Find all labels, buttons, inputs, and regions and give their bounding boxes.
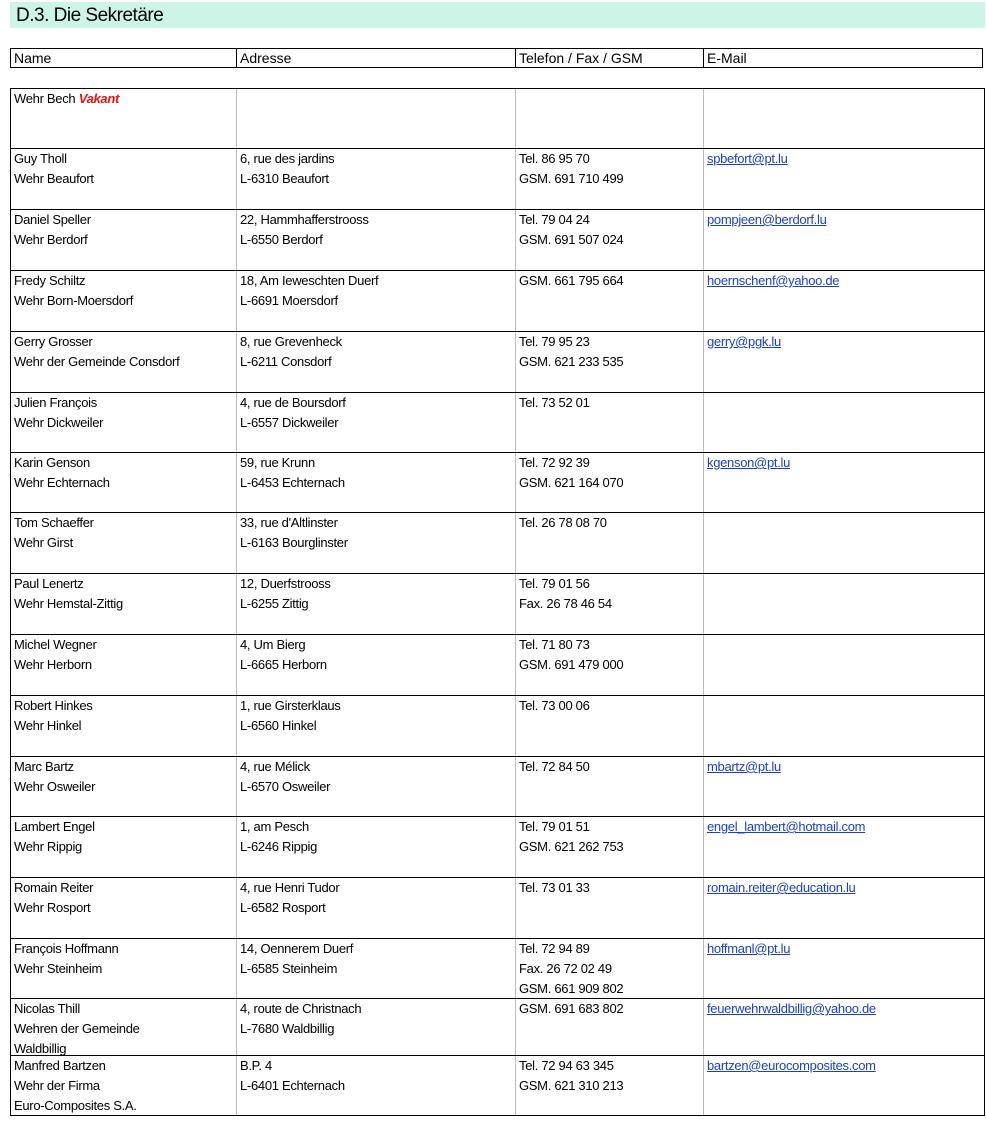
- cell-name: [11, 574, 237, 634]
- table-row-vacant: [11, 89, 984, 149]
- cell-phone-line: Tel. 73 00 06: [519, 698, 590, 713]
- cell-phone-line: GSM. 691 683 802: [519, 1001, 624, 1016]
- table-row: [11, 210, 984, 271]
- cell-email: [704, 89, 984, 148]
- cell-phone-line: GSM. 661 795 664: [519, 273, 624, 288]
- cell-phone: [516, 271, 704, 331]
- cell-name: [11, 453, 237, 512]
- cell-phone: [516, 757, 704, 816]
- cell-address: [237, 999, 516, 1055]
- cell-name: [11, 939, 237, 998]
- cell-name: [11, 149, 237, 209]
- cell-address-line: L-6246 Rippig: [240, 839, 318, 854]
- email-link[interactable]: hoernschenf@yahoo.de: [707, 273, 840, 288]
- cell-address-line: L-6570 Osweiler: [240, 779, 331, 794]
- table-row: [11, 635, 984, 696]
- cell-email: [704, 393, 984, 452]
- cell-address-line: 1, rue Girsterklaus: [240, 698, 341, 713]
- cell-name: [11, 89, 237, 148]
- cell-phone: [516, 939, 704, 998]
- cell-email: [704, 149, 984, 209]
- cell-email: [704, 635, 984, 695]
- cell-name-line: Wehr Rippig: [14, 839, 82, 854]
- table-row: [11, 939, 984, 999]
- cell-address-line: L-6255 Zittig: [240, 596, 309, 611]
- table-row: [11, 999, 984, 1056]
- cell-name-line: Robert Hinkes: [14, 698, 93, 713]
- cell-phone: [516, 574, 704, 634]
- cell-phone-line: Tel. 86 95 70: [519, 151, 590, 166]
- cell-name: [11, 635, 237, 695]
- cell-phone-line: Tel. 79 01 51: [519, 819, 590, 834]
- table-row: [11, 453, 984, 513]
- section-title-bar: [10, 2, 985, 28]
- cell-address-line: L-6585 Steinheim: [240, 961, 338, 976]
- cell-name: [11, 271, 237, 331]
- cell-name-line: Gerry Grosser: [14, 334, 93, 349]
- cell-email: [704, 210, 984, 270]
- cell-name-line: François Hoffmann: [14, 941, 119, 956]
- email-link[interactable]: pompjeen@berdorf.lu: [707, 212, 827, 227]
- cell-email: [704, 453, 984, 512]
- cell-name: [11, 999, 237, 1055]
- table-row: [11, 513, 984, 574]
- email-link[interactable]: feuerwehrwaldbillig@yahoo.de: [707, 1001, 876, 1016]
- cell-name-line: Paul Lenertz: [14, 576, 84, 591]
- cell-name-line: Wehren der Gemeinde: [14, 1021, 140, 1036]
- cell-name-line: Wehr Hemstal-Zittig: [14, 596, 123, 611]
- cell-name-line: Wehr Steinheim: [14, 961, 103, 976]
- table-row: [11, 149, 984, 210]
- cell-phone-line: GSM. 621 164 070: [519, 475, 624, 490]
- vacant-unit-name: Wehr Bech: [14, 91, 76, 106]
- cell-phone-line: Fax. 26 72 02 49: [519, 961, 612, 976]
- email-link[interactable]: romain.reiter@education.lu: [707, 880, 856, 895]
- table-row: [11, 332, 984, 393]
- cell-name-line: Waldbillig: [14, 1041, 67, 1056]
- cell-phone: [516, 89, 704, 148]
- cell-address-line: L-6557 Dickweiler: [240, 415, 339, 430]
- cell-address: [237, 393, 516, 452]
- cell-phone-line: GSM. 621 310 213: [519, 1078, 624, 1093]
- cell-phone-line: Tel. 72 84 50: [519, 759, 590, 774]
- table-row: [11, 878, 984, 939]
- cell-name-line: Wehr Girst: [14, 535, 73, 550]
- cell-phone: [516, 878, 704, 938]
- cell-name-line: Michel Wegner: [14, 637, 97, 652]
- cell-name-line: Karin Genson: [14, 455, 90, 470]
- cell-phone: [516, 696, 704, 756]
- table-row: [11, 817, 984, 878]
- cell-phone: [516, 1056, 704, 1115]
- cell-name-line: Manfred Bartzen: [14, 1058, 106, 1073]
- cell-name-line: Romain Reiter: [14, 880, 94, 895]
- cell-phone: [516, 513, 704, 573]
- email-link[interactable]: gerry@pgk.lu: [707, 334, 781, 349]
- cell-phone: [516, 817, 704, 877]
- cell-name-line: Julien François: [14, 395, 97, 410]
- cell-phone: [516, 332, 704, 392]
- cell-address-line: 33, rue d'Altlinster: [240, 515, 338, 530]
- cell-name-line: Wehr Born-Moersdorf: [14, 293, 134, 308]
- cell-phone-line: GSM. 691 710 499: [519, 171, 624, 186]
- cell-name-line: Wehr Echternach: [14, 475, 110, 490]
- cell-address: [237, 149, 516, 209]
- cell-address-line: 1, am Pesch: [240, 819, 309, 834]
- cell-name: [11, 393, 237, 452]
- table-row: [11, 757, 984, 817]
- cell-address: [237, 878, 516, 938]
- cell-phone-line: Tel. 79 95 23: [519, 334, 590, 349]
- cell-name: [11, 696, 237, 756]
- cell-address: [237, 513, 516, 573]
- cell-address-line: 4, rue Henri Tudor: [240, 880, 340, 895]
- email-link[interactable]: mbartz@pt.lu: [707, 759, 781, 774]
- cell-phone-line: Tel. 71 80 73: [519, 637, 590, 652]
- cell-name-line: Guy Tholl: [14, 151, 67, 166]
- cell-address: [237, 210, 516, 270]
- cell-email: [704, 513, 984, 573]
- table-row: [11, 393, 984, 453]
- cell-address-line: L-7680 Waldbillig: [240, 1021, 335, 1036]
- header-phone: Telefon / Fax / GSM: [516, 49, 704, 67]
- cell-phone-line: Fax. 26 78 46 54: [519, 596, 612, 611]
- header-email: E-Mail: [707, 50, 747, 66]
- cell-email: [704, 696, 984, 756]
- cell-name-line: Wehr Rosport: [14, 900, 91, 915]
- cell-email: [704, 817, 984, 877]
- cell-address: [237, 574, 516, 634]
- cell-name-line: Wehr der Gemeinde Consdorf: [14, 354, 180, 369]
- cell-address-line: 8, rue Grevenheck: [240, 334, 342, 349]
- cell-name: [11, 817, 237, 877]
- cell-email: [704, 574, 984, 634]
- cell-name: [11, 332, 237, 392]
- cell-name-line: Nicolas Thill: [14, 1001, 80, 1016]
- cell-name: [11, 1056, 237, 1115]
- cell-address-line: L-6453 Echternach: [240, 475, 345, 490]
- cell-address-line: L-6691 Moersdorf: [240, 293, 338, 308]
- cell-address: [237, 453, 516, 512]
- cell-name-line: Marc Bartz: [14, 759, 74, 774]
- cell-address-line: 12, Duerfstrooss: [240, 576, 331, 591]
- cell-email: [704, 999, 984, 1055]
- email-link[interactable]: engel_lambert@hotmail.com: [707, 819, 866, 834]
- cell-phone: [516, 635, 704, 695]
- cell-name-line: Wehr Berdorf: [14, 232, 88, 247]
- cell-phone: [516, 210, 704, 270]
- cell-phone-line: Tel. 73 52 01: [519, 395, 590, 410]
- cell-address: [237, 757, 516, 816]
- cell-name-line: Wehr Hinkel: [14, 718, 82, 733]
- cell-phone-line: GSM. 691 479 000: [519, 657, 624, 672]
- cell-email: [704, 757, 984, 816]
- cell-address-line: L-6550 Berdorf: [240, 232, 323, 247]
- table-row: [11, 271, 984, 332]
- cell-phone-line: GSM. 621 233 535: [519, 354, 624, 369]
- page-title: D.3. Die Sekretäre: [16, 5, 164, 26]
- cell-address: [237, 635, 516, 695]
- email-link[interactable]: kgenson@pt.lu: [707, 455, 791, 470]
- table-row: [11, 1056, 984, 1115]
- cell-address-line: L-6665 Herborn: [240, 657, 327, 672]
- cell-name: [11, 878, 237, 938]
- header-name: Name: [11, 49, 237, 67]
- cell-address: [237, 817, 516, 877]
- cell-address-line: 6, rue des jardins: [240, 151, 335, 166]
- cell-email: [704, 939, 984, 998]
- cell-name-line: Wehr Herborn: [14, 657, 92, 672]
- cell-phone-line: Tel. 26 78 08 70: [519, 515, 607, 530]
- header-address: Adresse: [237, 49, 516, 67]
- email-link[interactable]: spbefort@pt.lu: [707, 151, 788, 166]
- vacant-status: Vakant: [78, 91, 120, 106]
- cell-email: [704, 1056, 984, 1115]
- email-link[interactable]: bartzen@eurocomposites.com: [707, 1058, 876, 1073]
- cell-address: [237, 332, 516, 392]
- cell-phone-line: Tel. 79 04 24: [519, 212, 590, 227]
- cell-address: [237, 696, 516, 756]
- cell-name-line: Wehr der Firma: [14, 1078, 100, 1093]
- cell-address: [237, 939, 516, 998]
- cell-name-line: Wehr Dickweiler: [14, 415, 104, 430]
- cell-name: [11, 513, 237, 573]
- cell-address-line: L-6163 Bourglinster: [240, 535, 348, 550]
- cell-address-line: 22, Hammhafferstrooss: [240, 212, 369, 227]
- email-link[interactable]: hoffmanl@pt.lu: [707, 941, 791, 956]
- cell-name: [11, 757, 237, 816]
- cell-phone: [516, 149, 704, 209]
- table-row: [11, 696, 984, 757]
- cell-name-line: Daniel Speller: [14, 212, 91, 227]
- table-header: [10, 48, 983, 68]
- cell-email: [704, 271, 984, 331]
- cell-name-line: Wehr Osweiler: [14, 779, 96, 794]
- cell-address-line: L-6211 Consdorf: [240, 354, 332, 369]
- cell-name: [11, 210, 237, 270]
- cell-address-line: 18, Am Ieweschten Duerf: [240, 273, 379, 288]
- cell-address-line: L-6401 Echternach: [240, 1078, 345, 1093]
- cell-phone-line: Tel. 73 01 33: [519, 880, 590, 895]
- cell-phone-line: Tel. 79 01 56: [519, 576, 590, 591]
- secretaries-table: [10, 88, 985, 1116]
- cell-address-line: 4, Um Bierg: [240, 637, 306, 652]
- cell-address: [237, 89, 516, 148]
- cell-email: [704, 332, 984, 392]
- cell-phone-line: Tel. 72 94 89: [519, 941, 590, 956]
- cell-phone-line: Tel. 72 92 39: [519, 455, 590, 470]
- cell-address-line: L-6582 Rosport: [240, 900, 326, 915]
- cell-address: [237, 271, 516, 331]
- cell-phone-line: Tel. 72 94 63 345: [519, 1058, 614, 1073]
- cell-phone-line: GSM. 621 262 753: [519, 839, 624, 854]
- cell-address-line: 4, route de Christnach: [240, 1001, 362, 1016]
- cell-phone-line: GSM. 691 507 024: [519, 232, 624, 247]
- cell-address-line: 59, rue Krunn: [240, 455, 315, 470]
- cell-address-line: B.P. 4: [240, 1058, 272, 1073]
- cell-phone-line: GSM. 661 909 802: [519, 981, 624, 996]
- cell-name-line: Lambert Engel: [14, 819, 95, 834]
- cell-address-line: 4, rue Mélick: [240, 759, 310, 774]
- cell-address-line: 4, rue de Boursdorf: [240, 395, 346, 410]
- cell-address-line: L-6560 Hinkel: [240, 718, 317, 733]
- cell-name-line: Euro-Composites S.A.: [14, 1098, 137, 1113]
- cell-address-line: L-6310 Beaufort: [240, 171, 329, 186]
- cell-name-line: Wehr Beaufort: [14, 171, 94, 186]
- cell-name-line: Fredy Schiltz: [14, 273, 86, 288]
- cell-phone: [516, 393, 704, 452]
- table-row: [11, 574, 984, 635]
- cell-address: [237, 1056, 516, 1115]
- cell-phone: [516, 453, 704, 512]
- cell-address-line: 14, Oennerem Duerf: [240, 941, 354, 956]
- cell-email: [704, 878, 984, 938]
- cell-name-line: Tom Schaeffer: [14, 515, 94, 530]
- cell-phone: [516, 999, 704, 1055]
